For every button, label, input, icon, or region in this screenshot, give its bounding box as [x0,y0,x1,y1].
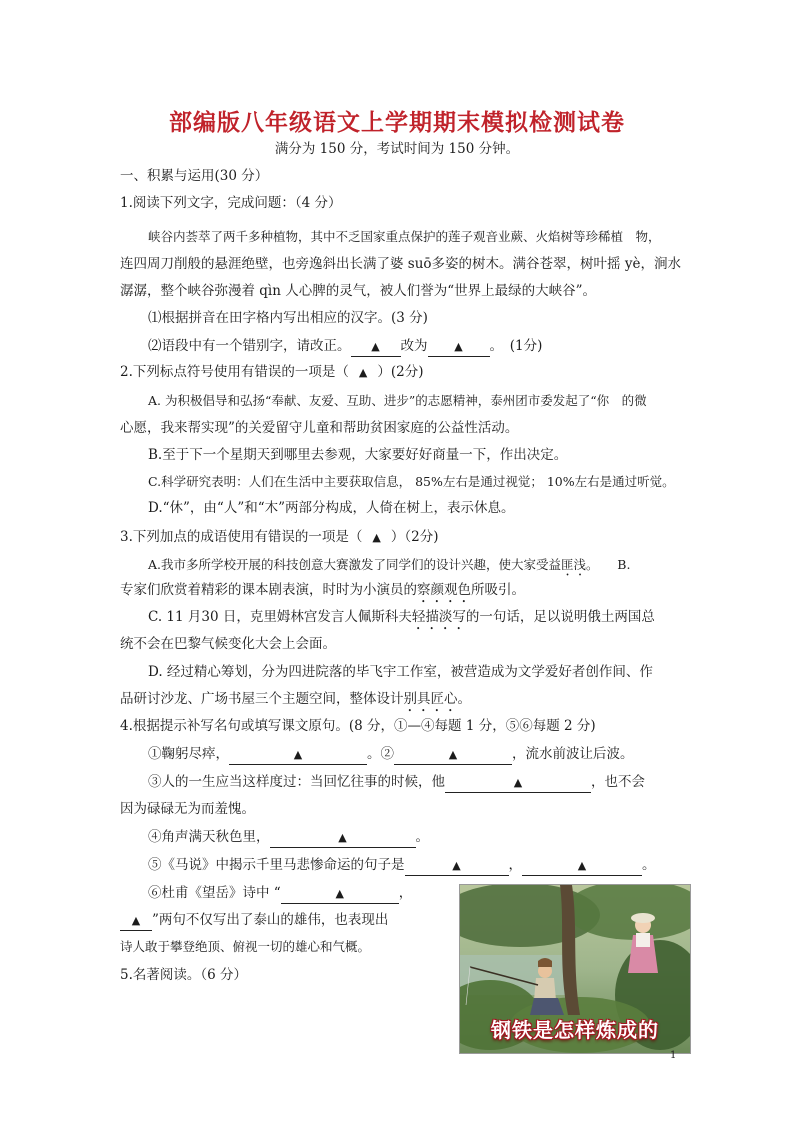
item-3-suffix: ，也不会 [591,774,645,790]
dotted-idiom: 别具匠心 [403,691,458,707]
item-5-prefix: ⑤《马说》中揭示千里马悲惨命运的句子是 [148,857,405,873]
answer-blank[interactable] [281,884,399,904]
fill-item-3 [148,772,645,793]
answer-blank[interactable] [428,337,490,357]
answer-marker: ▲ [452,859,461,872]
fill-item-4 [148,827,429,848]
option-c-line-2: 统不会在巴黎气候变化大会上会面。 [120,636,336,652]
option-b: B.至于下一个星期天到哪里去参观，大家要好好商量一下，作出决定。 [148,447,568,463]
stem-prefix: 3.下列加点的成语使用有错误的一项是（ [120,529,363,545]
item-6-cont-text: ”两句不仅写出了泰山的雄伟，也表现出 [152,912,389,928]
option-c-line-1 [148,607,655,633]
option-d-line-2 [120,689,471,715]
answer-marker: ▲ [131,914,141,927]
item-4-suffix: 。 [415,829,429,845]
question-1-stem: 1.阅读下列文字，完成问题：（4 分） [120,195,342,211]
dotted-idiom: 轻描淡写 [411,609,466,625]
answer-marker: ▲ [448,748,458,761]
answer-marker: ▲ [371,340,380,353]
answer-marker: ▲ [335,887,344,900]
answer-blank[interactable] [120,911,152,931]
stem-suffix: ）（2分) [390,529,439,545]
option-d: D.“休”，由“人”和“木”两部分构成，人倚在树上，表示休息。 [148,500,515,516]
answer-blank[interactable] [229,745,367,765]
book-cover-illustration [459,884,691,1054]
item-3-prefix: ③人的一生应当这样度过：当回忆往事的时候，他 [148,774,445,790]
item-5-sep: ， [508,857,522,873]
dotted-idiom: 匪浅 [561,557,587,572]
stem-prefix: 2.下列标点符号使用有错误的一项是（ [120,364,349,380]
sub-2-prefix: ⑵语段中有一个错别字，请改正。 [148,338,351,354]
question-5-stem: 5.名著阅读。（6 分） [120,967,248,983]
question-3-stem [120,527,438,548]
item-1-prefix: ①鞠躬尽瘁， [148,746,229,762]
question-4-stem: 4.根据提示补写名句或填写课文原句。(8 分，①—④每题 1 分，⑤⑥每题 2 分) [120,718,596,734]
answer-marker: ▲ [513,776,523,789]
option-c-suffix: 的一句话，足以说明俄土两国总 [465,609,655,625]
answer-marker: ▲ [338,831,347,844]
sub-2-mid: 改为 [400,338,428,354]
fill-item-1-2 [148,744,634,765]
passage-line-3: 潺潺，整个峡谷弥漫着 qìn 人心脾的灵气，被人们誉为“世界上最绿的大峡谷”。 [120,283,597,299]
book-title-caption: 钢铁是怎样炼成的 [491,1018,659,1042]
option-d-suffix: 。 [457,691,471,707]
page-title: 部编版八年级语文上学期期末模拟检测试卷 [169,109,625,136]
option-b [120,580,525,606]
option-d-text: 品研讨沙龙、广场书屋三个主题空间，整体设计 [120,691,404,707]
sub-2-suffix: 。 (1分) [489,338,543,354]
answer-blank[interactable] [445,773,591,793]
answer-marker: ▲ [372,531,381,544]
item-2-suffix: ，流水前波让后波。 [512,746,634,762]
fill-item-6-cont-2: 诗人敢于攀登绝顶、俯视一切的雄心和气概。 [120,939,371,954]
item-6-suffix: ， [398,885,413,901]
fill-item-6 [148,883,412,904]
option-a-line-1: A. 为积极倡导和弘扬“奉献、友爱、互助、进步”的志愿精神，泰州团市委发起了“你 的微 [148,393,647,408]
answer-marker: ▲ [293,748,303,761]
answer-blank[interactable] [522,856,642,876]
option-a-line-2: 心愿，我来帮实现”的关爱留守儿童和帮助贫困家庭的公益性活动。 [120,420,519,436]
option-d-line-1: D. 经过精心筹划，分为四进院落的毕飞宇工作室，被营造成为文学爱好者创作间、作 [148,664,653,680]
fill-item-6-cont [120,910,388,931]
answer-blank[interactable] [405,856,509,876]
option-a-text: A.我市多所学校开展的科技创意大赛激发了同学们的设计兴趣，使大家受益 [148,557,562,572]
answer-blank[interactable] [270,828,416,848]
option-c: C.科学研究表明：人们在生活中主要获取信息， 85%左右是通过视觉； 10%左右是通过听觉。 [148,474,675,489]
option-a [148,555,630,579]
question-1-sub-2 [148,336,542,357]
page-subtitle: 满分为 150 分，考试时间为 150 分钟。 [274,141,520,157]
fill-item-5 [148,855,656,876]
stem-suffix: ）(2分) [377,364,424,380]
page-number: 1 [670,1050,677,1061]
dotted-idiom: 察颜观色 [417,582,471,598]
answer-blank[interactable] [351,337,401,357]
option-b-text: 专家们欣赏着精彩的课本剧表演，时时为小演员的 [120,582,417,598]
item-2-prefix: 。② [367,746,394,762]
answer-marker: ▲ [577,859,587,872]
fill-item-3-cont: 因为碌碌无为而羞愧。 [120,801,255,817]
option-a-suffix: 。 B. [586,557,631,572]
passage-line-2: 连四周刀削般的悬涯绝壁，也旁逸斜出长满了婆 suō多姿的树木。满谷苍翠，树叶摇 yè，涧水 [120,256,681,272]
item-6-prefix: ⑥杜甫《望岳》诗中 “ [148,885,281,901]
answer-marker: ▲ [358,366,368,379]
question-1-sub-1: ⑴根据拼音在田字格内写出相应的汉字。(3 分) [148,310,428,326]
question-2-stem [120,362,423,383]
option-b-suffix: 所吸引。 [471,582,525,598]
item-4-prefix: ④角声满天秋色里， [148,829,270,845]
option-c-text: C. 11 月30 日，克里姆林宫发言人佩斯科夫 [148,609,412,625]
answer-blank[interactable] [394,745,512,765]
item-5-suffix: 。 [642,857,656,873]
section-heading: 一、积累与运用(30 分） [120,168,269,184]
answer-marker: ▲ [454,340,463,353]
passage-line-1: 峡谷内荟萃了两千多种植物，其中不乏国家重点保护的莲子观音业蕨、火焰树等珍稀植 物， [148,229,661,244]
